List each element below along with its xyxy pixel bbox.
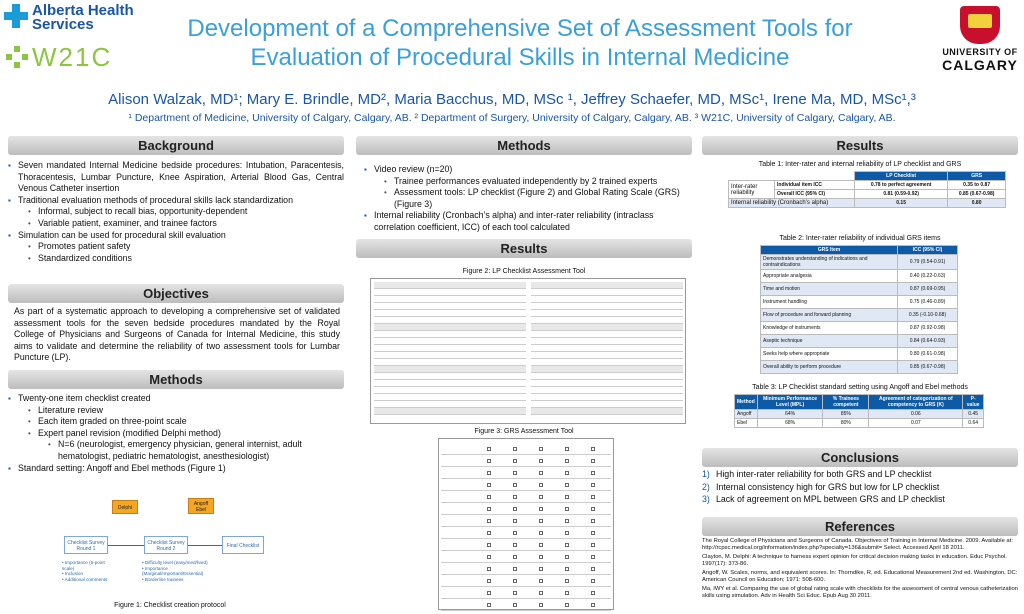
grs-row (441, 515, 611, 527)
checklist-row (374, 310, 526, 317)
grs-row (441, 599, 611, 611)
checklist-row (374, 387, 526, 394)
checklist-row (374, 331, 526, 338)
checklist-row (374, 380, 526, 387)
results-right-heading: Results (702, 136, 1018, 155)
checklist-row (531, 282, 683, 289)
checklist-row (374, 324, 526, 331)
checklist-row (374, 359, 526, 366)
checkbox-icon (591, 531, 595, 535)
checkbox-icon (513, 495, 517, 499)
checklist-row (531, 394, 683, 401)
checklist-row (374, 401, 526, 408)
checkbox-icon (591, 567, 595, 571)
checkbox-icon (513, 555, 517, 559)
figure-2-caption: Figure 2: LP Checklist Assessment Tool (462, 268, 586, 275)
checklist-row (374, 373, 526, 380)
table-row: Knowledge of instruments 0.87 (0.92-0.98) (761, 322, 958, 335)
grs-row (441, 467, 611, 479)
checkbox-icon (539, 603, 543, 607)
objectives-heading: Objectives (8, 284, 344, 303)
table-row: Angoff 64% 85% 0.06 0.45 (735, 410, 984, 419)
checkbox-icon (565, 507, 569, 511)
w21c-logo: W21C (32, 42, 113, 72)
ahs-logo-text: Alberta Health Services (32, 2, 134, 33)
checkbox-icon (513, 579, 517, 583)
table-1: LP Checklist GRS Inter-rater reliability Individual item ICC 0.78 to perfect agreement 0.35 to 0.87 Overall ICC (95% CI) 0.81 (0.59-0.92) 0.85 (0.67-0.98) Internal reliability (Cronbach’s alpha) 0.15 0.80 (728, 171, 1006, 208)
checkbox-icon (487, 603, 491, 607)
checklist-row (531, 303, 683, 310)
table-2: GRS Item ICC (95% CI) Demonstrates understanding of indications and contraindications 0.79 (0.54-0.91) Appropriate analgesia 0.40 (0.22-0.63) Time and motion 0.87 (0.69-0.95) Instrument handling 0.75 (0.46-0.89) Flow of procedure and forward planning 0.35 (-0.10-0.68) Knowledge of instruments 0.87 (0.92-0.98) Aseptic technique 0.84 (0.64-0.93) Seeks help where appropriate 0.80 (0.61-0.98) Overall ability to perform procedure 0.85 (0.67-0.98) (760, 245, 958, 374)
checkbox-icon (487, 531, 491, 535)
table-row: Flow of procedure and forward planning 0.35 (-0.10-0.68) (761, 309, 958, 322)
checklist-row (374, 366, 526, 373)
checkbox-icon (565, 603, 569, 607)
checklist-row (531, 366, 683, 373)
checkbox-icon (539, 447, 543, 451)
checklist-row (531, 387, 683, 394)
checkbox-icon (591, 519, 595, 523)
checklist-row (531, 401, 683, 408)
table-row: Time and motion 0.87 (0.69-0.95) (761, 283, 958, 296)
checkbox-icon (487, 591, 491, 595)
poster-title: Development of a Comprehensive Set of Assessment Tools for Evaluation of Procedural Skills in Internal Medicine (187, 15, 853, 71)
checkbox-icon (487, 543, 491, 547)
checklist-row (374, 282, 526, 289)
checkbox-icon (539, 567, 543, 571)
checklist-row (531, 408, 683, 415)
grs-row (441, 455, 611, 467)
checkbox-icon (565, 579, 569, 583)
table-3-caption: Table 3: LP Checklist standard setting using Angoff and Ebel methods (752, 384, 968, 391)
checkbox-icon (565, 495, 569, 499)
references-heading: References (702, 517, 1018, 536)
round-1-notes: • Importance (5-point scale) • Inclusion • Additional comments (62, 560, 108, 582)
table-row: Overall ability to perform procedure 0.85 (0.67-0.98) (761, 361, 958, 374)
ahs-logo (4, 4, 154, 74)
checkbox-icon (591, 603, 595, 607)
checkbox-icon (513, 603, 517, 607)
table-row: Instrument handling 0.75 (0.46-0.89) (761, 296, 958, 309)
crest-icon (960, 6, 1000, 44)
grs-row (441, 587, 611, 599)
grs-row (441, 551, 611, 563)
checklist-row (374, 289, 526, 296)
checkbox-icon (539, 531, 543, 535)
checklist-row (531, 310, 683, 317)
checkbox-icon (591, 591, 595, 595)
checkbox-icon (513, 519, 517, 523)
checkbox-icon (487, 579, 491, 583)
conclusions-heading: Conclusions (702, 448, 1018, 467)
checkbox-icon (513, 591, 517, 595)
checkbox-icon (565, 483, 569, 487)
grs-row (441, 539, 611, 551)
grs-row (441, 491, 611, 503)
arrow-icon (108, 545, 144, 546)
checkbox-icon (539, 507, 543, 511)
checkbox-icon (565, 447, 569, 451)
checkbox-icon (591, 507, 595, 511)
checklist-row (531, 324, 683, 331)
checkbox-icon (539, 555, 543, 559)
checkbox-icon (565, 471, 569, 475)
table-row: Seeks help where appropriate 0.80 (0.61-0.98) (761, 348, 958, 361)
checklist-row (374, 303, 526, 310)
delphi-box: Delphi (112, 500, 138, 514)
checkbox-icon (565, 555, 569, 559)
checkbox-icon (487, 495, 491, 499)
checkbox-icon (591, 471, 595, 475)
affiliations: ¹ Department of Medicine, University of Calgary, Calgary, AB. ² Department of Surgery, University of Calgary, Calgary, AB. ³ W21C, University of Calgary, Calgary, AB. (128, 112, 896, 124)
angoff-ebel-box: Angoff Ebel (188, 498, 214, 514)
authors: Alison Walzak, MD¹; Mary E. Brindle, MD², Maria Bacchus, MD, MSc ¹, Jeffrey Schaefer, MD, MSc¹, Irene Ma, MD, MSc¹,³ (108, 91, 916, 108)
checklist-row (374, 338, 526, 345)
methods-mid-section: ▪ Video review (n=20) • Trainee performances evaluated independently by 2 trained experts • Assessment tools: LP checklist (Figure 2) and Global Rating Scale (GRS) (Figure 3) ▪ Internal reliability (Cronbach’s alpha) and inter-rater reliability (intraclass correlation coefficient, ICC) of each tool calculated (364, 164, 690, 234)
methods-left-heading: Methods (8, 370, 344, 389)
checklist-row (531, 373, 683, 380)
uc-logo: UNIVERSITY OF CALGARY (940, 6, 1020, 76)
cross-icon (4, 4, 28, 28)
grs-row (441, 575, 611, 587)
checkbox-icon (513, 471, 517, 475)
table-row: Demonstrates understanding of indications and contraindications 0.79 (0.54-0.91) (761, 255, 958, 270)
checkbox-icon (539, 591, 543, 595)
checkbox-icon (513, 543, 517, 547)
checkbox-icon (513, 447, 517, 451)
checkbox-icon (513, 531, 517, 535)
conclusions-list: 1) High inter-rater reliability for both GRS and LP checklist 2) Internal consistency high for GRS but low for LP checklist 3) Lack of agreement on MPL between GRS and LP checklist (702, 469, 945, 504)
checkbox-icon (591, 555, 595, 559)
checkbox-icon (539, 471, 543, 475)
checkbox-icon (591, 495, 595, 499)
checklist-row (531, 380, 683, 387)
table-row: Appropriate analgesia 0.40 (0.22-0.63) (761, 270, 958, 283)
checkbox-icon (487, 507, 491, 511)
methods-mid-heading: Methods (356, 136, 692, 155)
background-item: ▪ Traditional evaluation methods of procedural skills lack standardization • Informal, subject to recall bias, opportunity-dependent • Variable patient, examiner, and trainee factors (8, 195, 344, 230)
checklist-row (531, 317, 683, 324)
checklist-row (374, 317, 526, 324)
checkbox-icon (539, 459, 543, 463)
checklist-row (374, 345, 526, 352)
checklist-row (374, 408, 526, 415)
references-list: The Royal College of Physicians and Surgeons of Canada. Objectives of Training in Internal Medicine. 2009. Available at: http://rcpsc.medical.org/information/index.php?specialty=136&submit= Select. Accessed April 18 2011. Clayton, M. Delphi: A technique to harness expert opinion for critical decision making tasks in education. Educ Psychol. 1997(17): 373-86. Angoff, W. Scales, norms, and equivalent scores. In: Thorndike, R, ed. Educational Measurement 2nd ed. Washington, DC: American Council on Education; 1971: 508-600. Ma, IWY et al. Comparing the use of global rating scale with checklists for the assessment of central venous catheterization skills using simulation. Adv in Health Sci Educ. Epub Aug 30 2011. (702, 538, 1018, 599)
checklist-column (531, 282, 683, 415)
grs-row (441, 527, 611, 539)
checkbox-icon (539, 543, 543, 547)
arrow-icon (188, 545, 222, 546)
checkbox-icon (487, 447, 491, 451)
checkbox-icon (591, 483, 595, 487)
final-checklist-box: Final Checklist (222, 536, 264, 554)
grs-row (441, 563, 611, 575)
survey-round-2-box: Checklist Survey Round 2 (144, 536, 188, 554)
checkbox-icon (591, 459, 595, 463)
lp-checklist-figure (370, 278, 686, 424)
checklist-row (374, 352, 526, 359)
checkbox-icon (565, 567, 569, 571)
table-3 (734, 394, 984, 428)
table-2-caption: Table 2: Inter-rater reliability of individual GRS items (779, 235, 941, 242)
checklist-row (531, 296, 683, 303)
table-row: Ebel 68% 80% 0.07 0.64 (735, 419, 984, 428)
round-2-notes: • Difficulty level (easy/med/hard) • Importance (Marginal/Important/Essential) • Borderline trainees (142, 560, 208, 582)
checklist-row (531, 338, 683, 345)
checklist-row (374, 296, 526, 303)
w21c-mark-icon (6, 46, 28, 68)
checklist-column (374, 282, 526, 415)
figure-3-caption: Figure 3: GRS Assessment Tool (474, 428, 574, 435)
checklist-row (531, 352, 683, 359)
checkbox-icon (565, 591, 569, 595)
checkbox-icon (487, 519, 491, 523)
checklist-row (531, 359, 683, 366)
checklist-row (374, 394, 526, 401)
checkbox-icon (565, 459, 569, 463)
checkbox-icon (487, 567, 491, 571)
checkbox-icon (487, 471, 491, 475)
checklist-row (531, 289, 683, 296)
checkbox-icon (565, 543, 569, 547)
background-item: ▪ Simulation can be used for procedural skill evaluation • Promotes patient safety • Standardized conditions (8, 230, 344, 265)
checkbox-icon (487, 459, 491, 463)
checkbox-icon (539, 483, 543, 487)
background-section (8, 160, 344, 264)
checkbox-icon (591, 447, 595, 451)
results-mid-heading: Results (356, 239, 692, 258)
table-header-row: Method Minimum Performance Level (MPL) % Trainees competent Agreement of categorization of competency to GRS (K) P-value (735, 395, 984, 410)
grs-row (441, 479, 611, 491)
checkbox-icon (513, 567, 517, 571)
table-row: Aseptic technique 0.84 (0.64-0.93) (761, 335, 958, 348)
methods-left-section: ▪ Twenty-one item checklist created • Literature review • Each item graded on three-point scale • Expert panel revision (modified Delphi method) • N=6 (neurologist, emergency physician, general internist, adult hematologist, pediatric hematologist, anesthesiologist) ▪ Standard setting: Angoff and Ebel methods (Figure 1) (8, 393, 344, 474)
checkbox-icon (539, 519, 543, 523)
grs-row (441, 503, 611, 515)
checkbox-icon (513, 507, 517, 511)
table-1-caption: Table 1: Inter-rater and internal reliability of LP checklist and GRS (758, 161, 962, 168)
background-heading: Background (8, 136, 344, 155)
checkbox-icon (539, 579, 543, 583)
checkbox-icon (565, 531, 569, 535)
checklist-row (531, 345, 683, 352)
checklist-row (531, 331, 683, 338)
grs-figure (438, 438, 614, 610)
checkbox-icon (565, 519, 569, 523)
checkbox-icon (487, 555, 491, 559)
checkbox-icon (487, 483, 491, 487)
checkbox-icon (513, 483, 517, 487)
checkbox-icon (591, 543, 595, 547)
checkbox-icon (513, 459, 517, 463)
objectives-text: As part of a systematic approach to developing a comprehensive set of validated assessment tools for the seven bedside procedures mandated by the Royal College of Physicians and Surgeons of Canada for Internal Medicine, this study aims to validate and determine the reliability of two assessment tools for Lumbar Puncture (LP). (14, 306, 340, 363)
checkbox-icon (591, 579, 595, 583)
survey-round-1-box: Checklist Survey Round 1 (64, 536, 108, 554)
figure-1-caption: Figure 1: Checklist creation protocol (114, 602, 226, 609)
background-item: ▪ Seven mandated Internal Medicine bedside procedures: Intubation, Paracentesis, Thoracentesis, Lumbar Puncture, Knee Aspiration, Arterial Blood Gas, Central Venous Catheter insertion (8, 160, 344, 195)
grs-row (441, 443, 611, 455)
checkbox-icon (539, 495, 543, 499)
